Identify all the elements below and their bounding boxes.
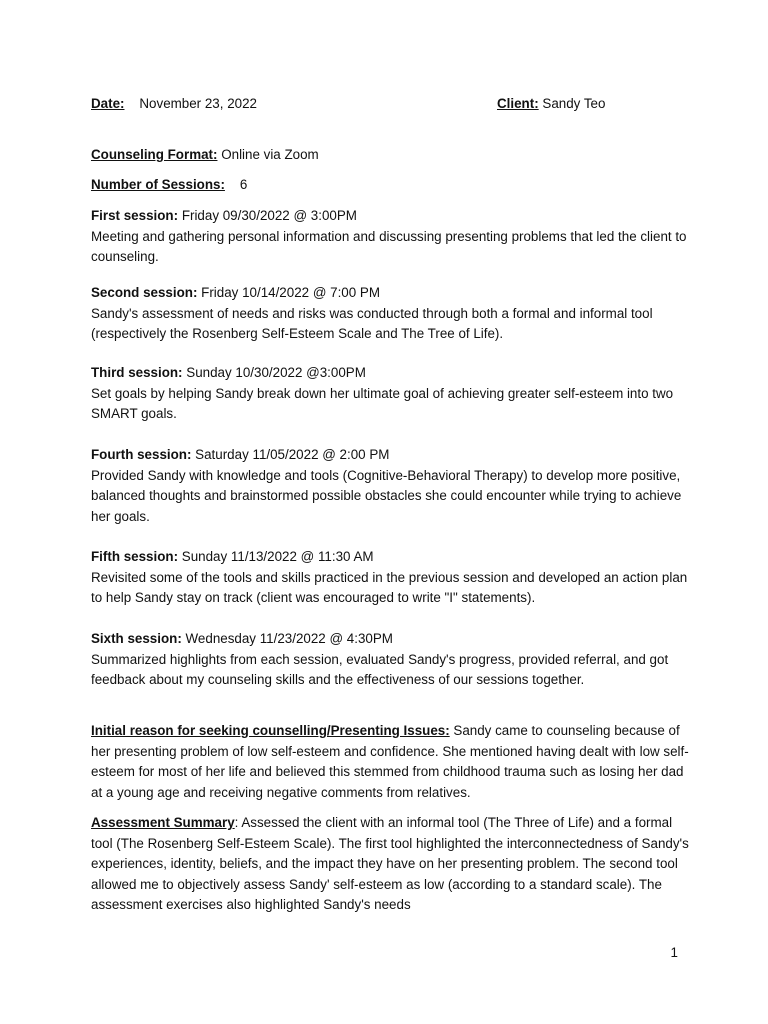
client-line: [497, 94, 605, 114]
session-block: [91, 283, 691, 345]
date-label: Date:: [91, 96, 125, 111]
page-number: 1: [670, 945, 678, 960]
session-label: Fourth session:: [91, 447, 192, 462]
session-text: Sandy's assessment of needs and risks was conducted through both a formal and informal tool (respectively the Rosenberg Self-Esteem Scale and The Tree of Life).: [91, 305, 653, 342]
session-when: Sunday 10/30/2022 @3:00PM: [186, 365, 366, 380]
client-value: Sandy Teo: [542, 96, 606, 111]
assessment-label: Assessment Summary: [91, 815, 235, 830]
session-when: Wednesday 11/23/2022 @ 4:30PM: [185, 631, 393, 646]
session-when: Friday 10/14/2022 @ 7:00 PM: [201, 285, 381, 300]
sessions-count-value: 6: [239, 177, 248, 192]
number-of-sessions-line: [91, 175, 691, 196]
session-text: Meeting and gathering personal information and discussing presenting problems that led the client to counseling.: [91, 228, 687, 265]
session-when: Friday 09/30/2022 @ 3:00PM: [181, 208, 357, 223]
format-value: Online via Zoom: [221, 147, 319, 162]
sessions-count-label: Number of Sessions:: [91, 177, 225, 192]
counseling-format-line: [91, 145, 691, 166]
session-block: [91, 547, 691, 609]
session-when: Sunday 11/13/2022 @ 11:30 AM: [181, 549, 374, 564]
session-label: Fifth session:: [91, 549, 179, 564]
session-block: [91, 445, 691, 527]
initial-reason-paragraph: [91, 721, 691, 803]
session-text: Revisited some of the tools and skills practiced in the previous session and developed an action plan to help Sandy stay on track (client was encouraged to write "I" statements).: [91, 569, 688, 606]
initial-reason-label: Initial reason for seeking counselling/Presenting Issues:: [91, 723, 450, 738]
client-label: Client:: [497, 96, 539, 111]
session-label: First session:: [91, 208, 179, 223]
assessment-summary-paragraph: [91, 813, 691, 916]
session-text: Summarized highlights from each session, evaluated Sandy's progress, provided referral, and got feedback about my counseling skills and the effectiveness of our sessions together.: [91, 651, 669, 688]
initial-reason-text: Sandy came to counseling because of her presenting problem of low self-esteem and confidence. She mentioned having dealt with low self-esteem for most of her life and believed this stemmed from childhood trauma such as losing her dad at a young age and receiving negative comments from relatives.: [91, 723, 689, 800]
session-when: Saturday 11/05/2022 @ 2:00 PM: [195, 447, 390, 462]
date-line: [91, 94, 257, 114]
session-text: Provided Sandy with knowledge and tools (Cognitive-Behavioral Therapy) to develop more positive, balanced thoughts and brainstormed possible obstacles she could encounter while trying to achieve her goals.: [91, 467, 682, 524]
session-block: [91, 206, 691, 268]
date-value: November 23, 2022: [139, 96, 257, 111]
assessment-text: : Assessed the client with an informal tool (The Three of Life) and a formal tool (The Rosenberg Self-Esteem Scale). The first tool highlighted the interconnectedness of Sandy's experiences, identity, beliefs, and the impact they have on her presenting problem. The second tool allowed me to objectively assess Sandy' self-esteem as low (according to a standard scale). The assessment exercises also highlighted Sandy's needs: [91, 815, 689, 913]
session-label: Sixth session:: [91, 631, 182, 646]
session-label: Third session:: [91, 365, 183, 380]
session-block: [91, 363, 691, 425]
session-block: [91, 629, 691, 691]
format-label: Counseling Format:: [91, 147, 218, 162]
session-label: Second session:: [91, 285, 198, 300]
session-text: Set goals by helping Sandy break down her ultimate goal of achieving greater self-esteem into two SMART goals.: [91, 385, 674, 422]
